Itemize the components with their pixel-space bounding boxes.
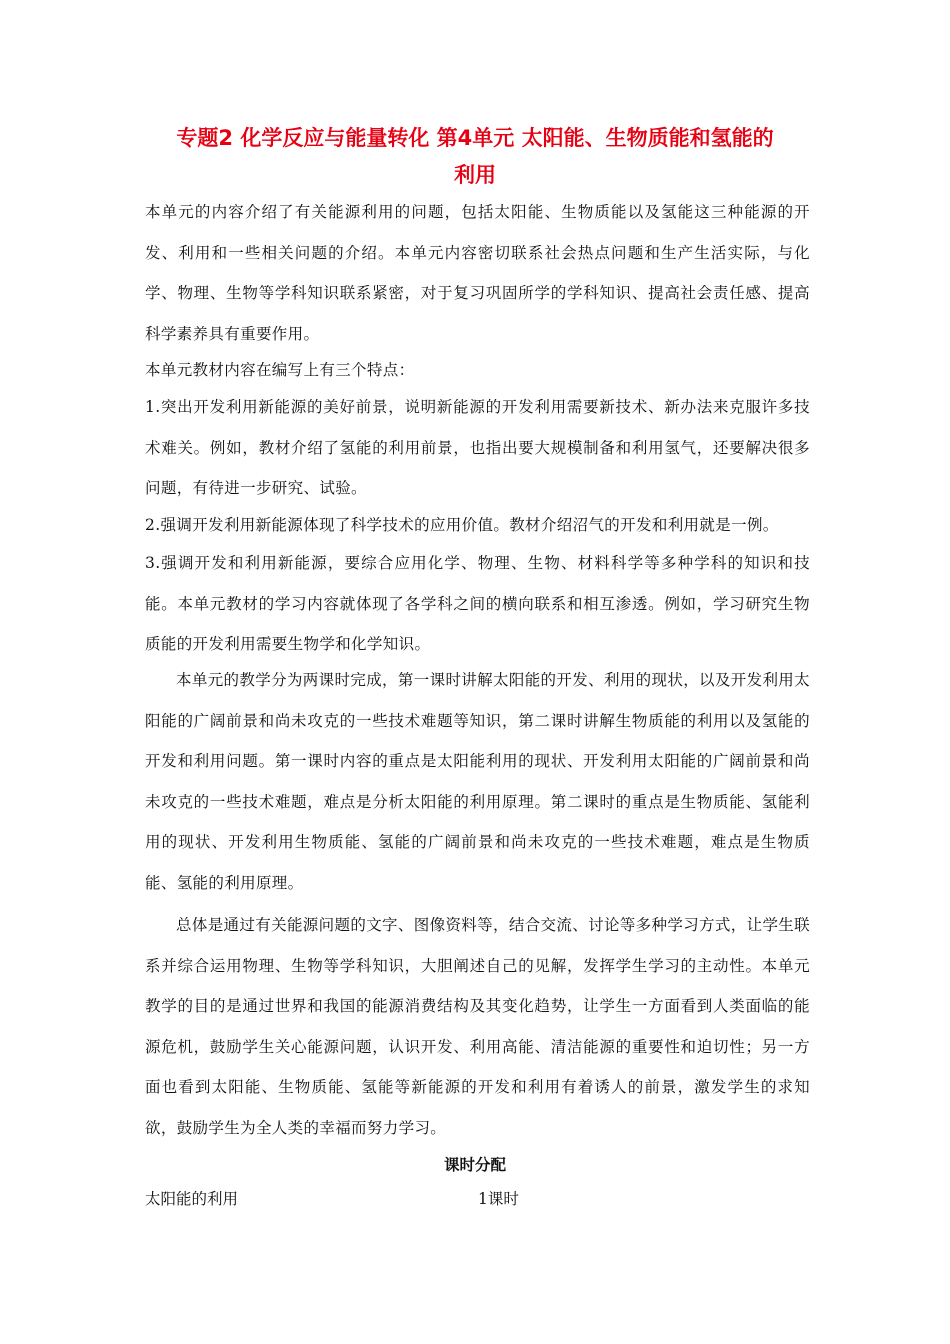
document-title-line-1: 专题2 化学反应与能量转化 第4单元 太阳能、生物质能和氢能的 [176,126,774,150]
features-intro: 本单元教材内容在编写上有三个特点： [145,361,415,379]
section-heading-lesson-allocation: 课时分配 [443,1156,506,1174]
intro-paragraph: 本单元的内容介绍了有关能源利用的问题，包括太阳能、生物质能以及氢能这三种能源的开发、利用和一些相关问题的介绍。本单元内容密切联系社会热点问题和生产生活实际，与化学、物理、生物等学科知识联系紧密，对于复习巩固所学的学科知识、提高社会责任感、提高科学素养具有重要作用。 [145,203,810,343]
teaching-goal-paragraph: 总体是通过有关能源问题的文字、图像资料等，结合交流、讨论等多种学习方式，让学生联系并综合运用物理、生物等学科知识，大胆阐述自己的见解，发挥学生学习的主动性。本单元教学的目的是通过世界和我国的能源消费结构及其变化趋势，让学生一方面看到人类面临的能源危机，鼓励学生关心能源问题，认识开发、利用高能、清洁能源的重要性和迫切性；另一方面也看到太阳能、生物质能、氢能等新能源的开发和利用有着诱人的前景，激发学生的求知欲，鼓励学生为全人类的幸福而努力学习。 [145,916,811,1137]
feature-item-2: 2.强调开发利用新能源体现了科学技术的应用价值。教材介绍沼气的开发和利用就是一例。 [145,516,779,534]
document-title-line-2: 利用 [454,163,496,187]
allocation-row [145,1184,810,1214]
allocation-hours: 1课时 [478,1190,519,1208]
allocation-topic: 太阳能的利用 [145,1190,239,1208]
feature-item-1: 1.突出开发利用新能源的美好前景，说明新能源的开发利用需要新技术、新办法来克服许多技术难关。例如，教材介绍了氢能的利用前景，也指出要大规模制备和利用氢气，还要解决很多问题，有待进一步研究、试验。 [145,398,810,497]
teaching-plan-paragraph: 本单元的教学分为两课时完成，第一课时讲解太阳能的开发、利用的现状，以及开发利用太阳能的广阔前景和尚未攻克的一些技术难题等知识，第二课时讲解生物质能的利用以及氢能的开发和利用问题。第一课时内容的重点是太阳能利用的现状、开发利用太阳能的广阔前景和尚未攻克的一些技术难题，难点是分析太阳能的利用原理。第二课时的重点是生物质能、氢能利用的现状、开发利用生物质能、氢能的广阔前景和尚未攻克的一些技术难题，难点是生物质能、氢能的利用原理。 [145,671,811,892]
feature-item-3: 3.强调开发和利用新能源，要综合应用化学、物理、生物、材料科学等多种学科的知识和技能。本单元教材的学习内容就体现了各学科之间的横向联系和相互渗透。例如，学习研究生物质能的开发利用需要生物学和化学知识。 [145,554,810,653]
